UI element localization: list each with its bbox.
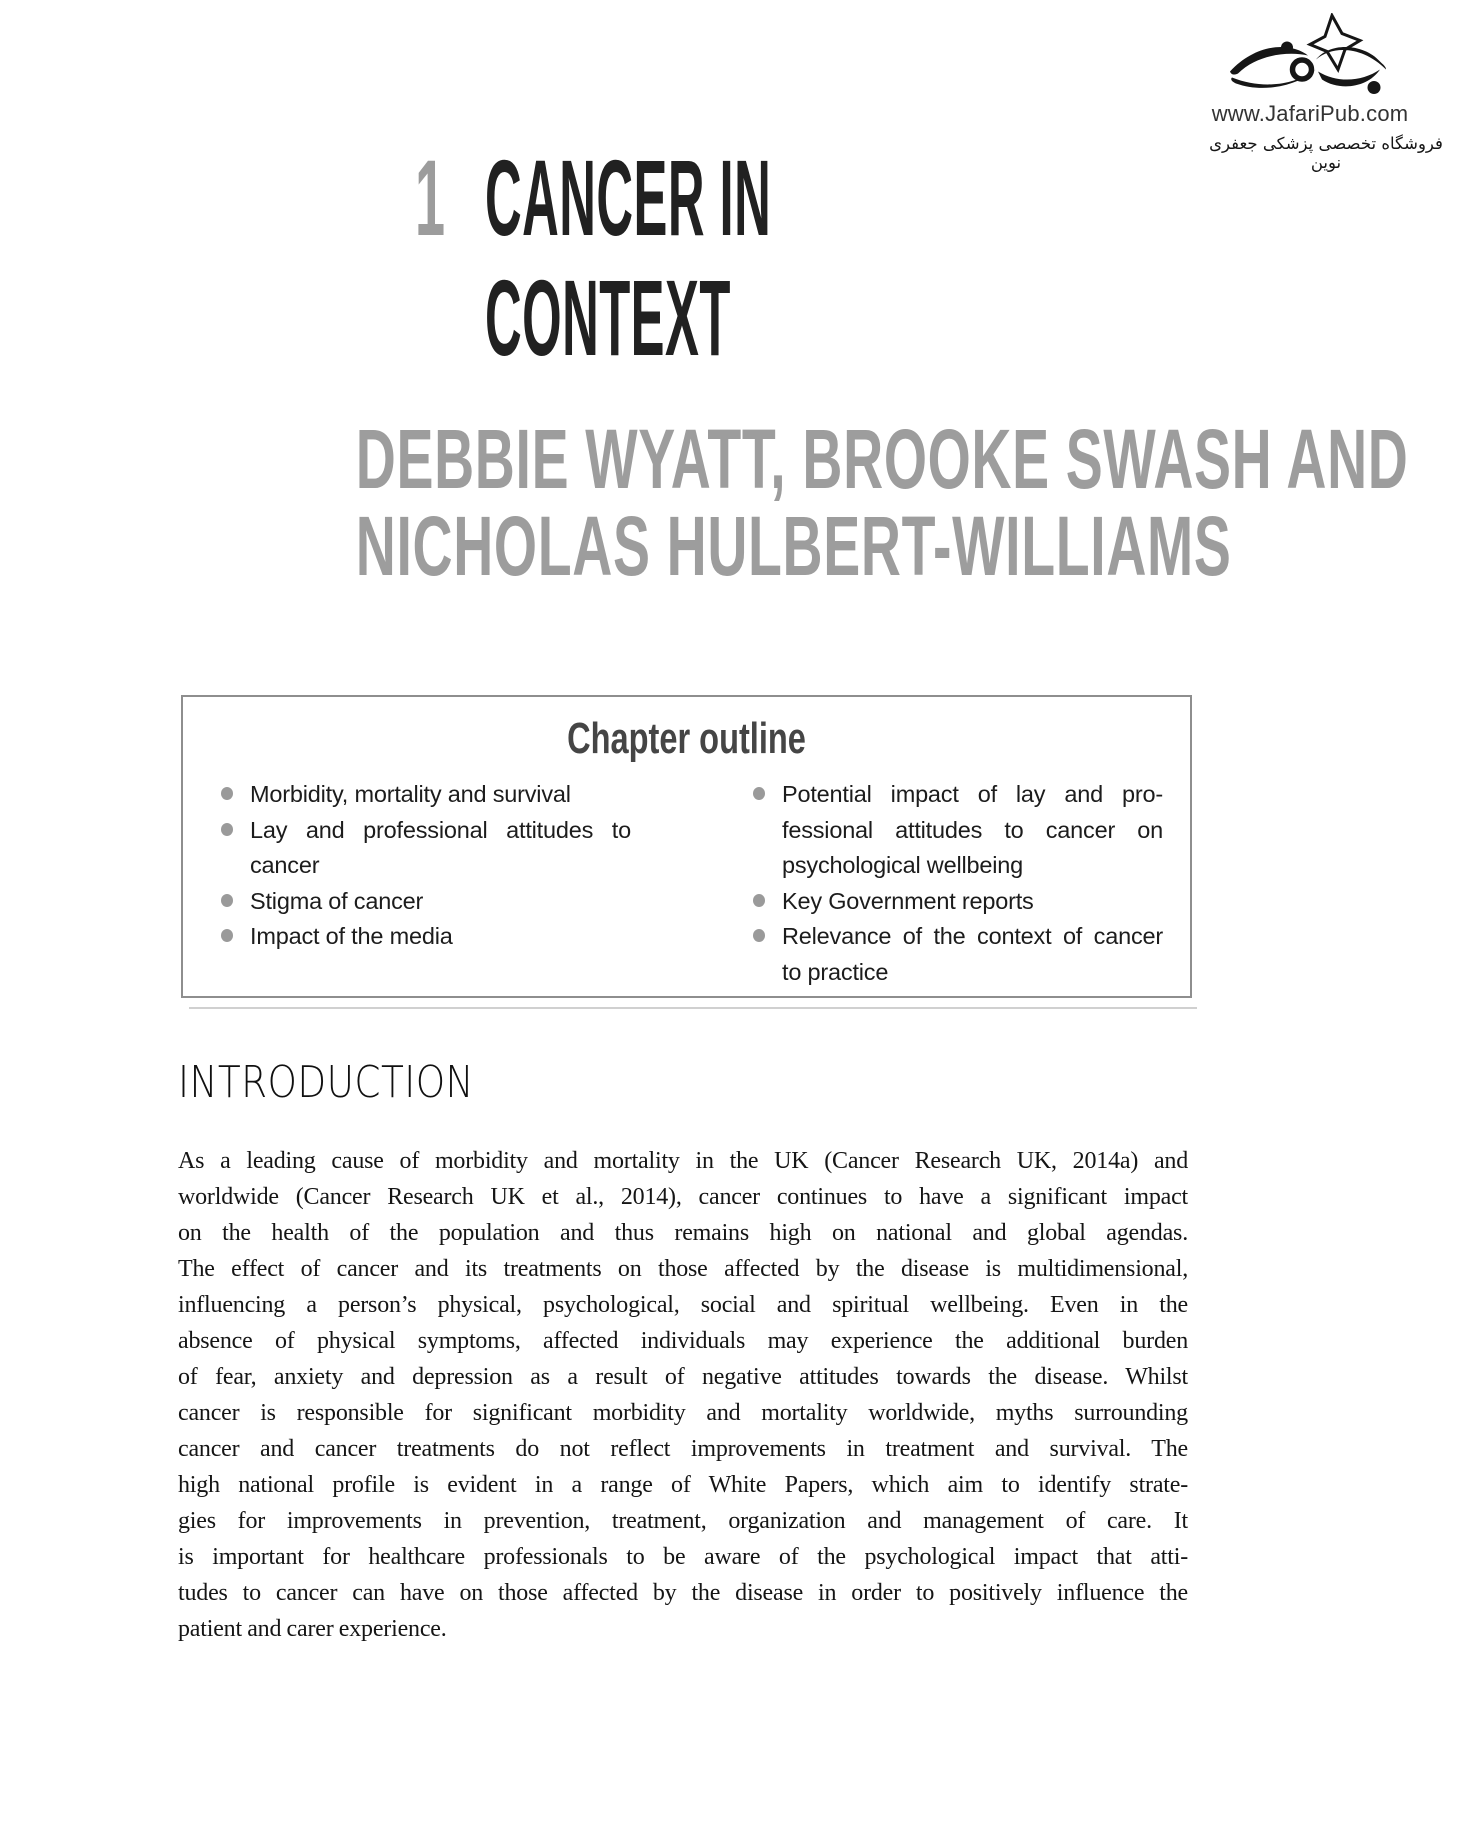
publisher-website-text: www.JafariPub.com bbox=[1211, 101, 1409, 126]
outline-right-column bbox=[751, 777, 1163, 990]
authors-line1: DEBBIE WYATT, BROOKE SWASH AND bbox=[355, 412, 1409, 506]
outline-item bbox=[219, 884, 631, 920]
text-line: is important for healthcare professionals to be aware of the psychological impact that atti- bbox=[178, 1544, 1188, 1570]
scan-ghost-line bbox=[189, 1007, 1197, 1009]
introduction-heading: INTRODUCTION bbox=[178, 1057, 474, 1108]
text-line: influencing a person’s physical, psychological, social and spiritual wellbeing. Even in the bbox=[178, 1292, 1188, 1318]
text-line: Potential impact of lay and pro- bbox=[782, 781, 1163, 807]
chapter-title-line2: CONTEXT bbox=[485, 257, 731, 378]
chapter-outline-box bbox=[181, 695, 1192, 998]
text-line: The effect of cancer and its treatments on those affected by the disease is multidimensional, bbox=[178, 1256, 1188, 1282]
text-line: on the health of the population and thus remains high on national and global agendas. bbox=[178, 1220, 1188, 1246]
outline-item bbox=[219, 813, 631, 884]
text-line: gies for improvements in prevention, treatment, organization and management of care. It bbox=[178, 1508, 1188, 1534]
outline-item bbox=[751, 919, 1163, 990]
text-line: Lay and professional attitudes to bbox=[250, 816, 631, 843]
text-line: cancer and cancer treatments do not reflect improvements in treatment and survival. The bbox=[178, 1436, 1188, 1462]
text-line: As a leading cause of morbidity and mortality in the UK (Cancer Research UK, 2014a) and bbox=[178, 1148, 1188, 1174]
text-line: patient and carer experience. bbox=[178, 1616, 447, 1642]
chapter-authors bbox=[180, 412, 1409, 593]
text-line: to practice bbox=[782, 958, 889, 985]
text-line: cancer is responsible for significant morbidity and mortality worldwide, myths surrounding bbox=[178, 1400, 1188, 1426]
publisher-tagline-farsi: فروشگاه تخصصی پزشکی جعفری نوین bbox=[1209, 134, 1443, 172]
text-line: high national profile is evident in a range of White Papers, which aim to identify strate- bbox=[178, 1472, 1188, 1498]
jafaripub-logo-calligraphy-icon bbox=[1228, 13, 1388, 98]
text-line: tudes to cancer can have on those affected by the disease in order to positively influence the bbox=[178, 1580, 1188, 1606]
text-line: Morbidity, mortality and survival bbox=[250, 781, 571, 807]
text-line: absence of physical symptoms, affected individuals may experience the additional burden bbox=[178, 1328, 1188, 1354]
text-line: psychological wellbeing bbox=[782, 852, 1023, 878]
outline-item bbox=[219, 777, 631, 813]
outline-item bbox=[751, 777, 1163, 884]
text-line: Impact of the media bbox=[250, 923, 453, 949]
text-line: Key Government reports bbox=[782, 887, 1034, 914]
outline-left-column bbox=[219, 777, 631, 990]
outline-item bbox=[751, 884, 1163, 920]
introduction-paragraph bbox=[178, 1143, 1188, 1647]
authors-line2: NICHOLAS HULBERT-WILLIAMS bbox=[355, 499, 1232, 593]
chapter-outline-columns bbox=[183, 777, 1190, 990]
paragraph bbox=[178, 1143, 1188, 1647]
text-line: fessional attitudes to cancer on bbox=[782, 816, 1163, 843]
chapter-outline-heading: Chapter outline bbox=[567, 714, 806, 763]
text-line: Relevance of the context of cancer bbox=[782, 923, 1163, 949]
chapter-title bbox=[485, 138, 1085, 378]
outline-item bbox=[219, 919, 631, 955]
chapter-number: 1 bbox=[415, 137, 446, 258]
text-line: Stigma of cancer bbox=[250, 887, 424, 914]
text-line: cancer bbox=[250, 852, 320, 878]
text-line: worldwide (Cancer Research UK et al., 2014), cancer continues to have a significant impact bbox=[178, 1184, 1188, 1210]
chapter-title-line1: CANCER IN bbox=[485, 137, 772, 258]
text-line: of fear, anxiety and depression as a result of negative attitudes towards the disease. Whilst bbox=[178, 1364, 1188, 1390]
